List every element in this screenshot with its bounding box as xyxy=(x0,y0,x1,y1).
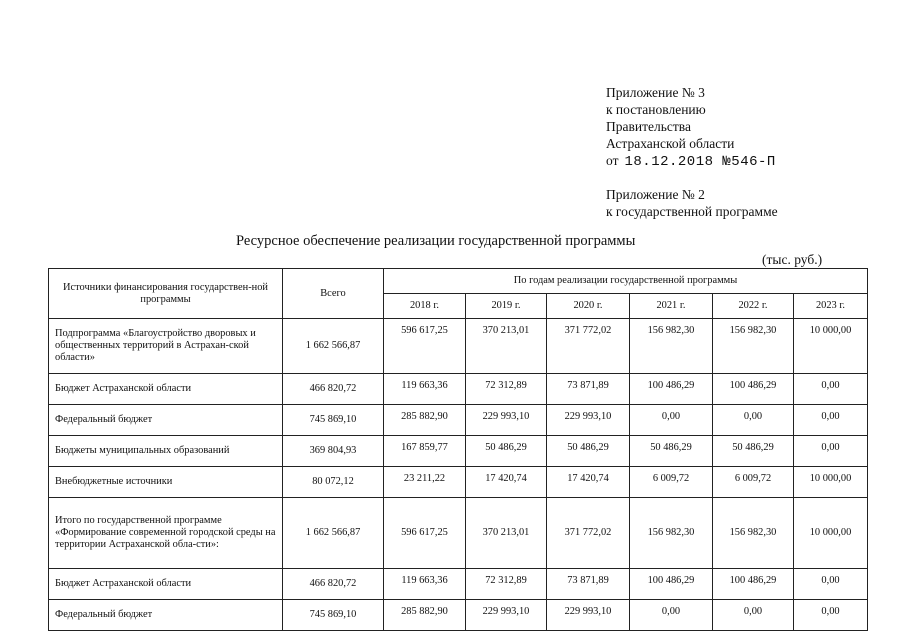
row-value: 0,00 xyxy=(713,405,794,436)
row-value: 371 772,02 xyxy=(547,498,630,569)
row-value: 100 486,29 xyxy=(630,569,713,600)
row-value: 167 859,77 xyxy=(384,436,466,467)
header-total: Всего xyxy=(283,269,384,319)
row-value: 229 993,10 xyxy=(466,600,547,631)
row-source: Федеральный бюджет xyxy=(49,405,283,436)
row-value: 10 000,00 xyxy=(794,319,868,374)
row-value: 0,00 xyxy=(794,405,868,436)
row-value: 73 871,89 xyxy=(547,569,630,600)
row-value: 100 486,29 xyxy=(630,374,713,405)
header-year: 2023 г. xyxy=(794,294,868,319)
row-total: 1 662 566,87 xyxy=(283,498,384,569)
resource-table xyxy=(48,268,868,631)
row-value: 73 871,89 xyxy=(547,374,630,405)
header-year: 2019 г. xyxy=(466,294,547,319)
row-source: Подпрограмма «Благоустройство дворовых и общественных территорий в Астрахан-ской области» xyxy=(49,319,283,374)
row-value: 229 993,10 xyxy=(547,600,630,631)
row-value: 50 486,29 xyxy=(713,436,794,467)
row-value: 50 486,29 xyxy=(630,436,713,467)
row-value: 0,00 xyxy=(794,600,868,631)
appendix-line: к постановлению xyxy=(606,102,706,117)
row-value: 285 882,90 xyxy=(384,600,466,631)
row-value: 17 420,74 xyxy=(466,467,547,498)
table-row xyxy=(49,600,868,631)
table-row xyxy=(49,436,868,467)
header-year: 2021 г. xyxy=(630,294,713,319)
table-row xyxy=(49,498,868,569)
row-total: 745 869,10 xyxy=(283,600,384,631)
row-value: 0,00 xyxy=(794,569,868,600)
row-value: 10 000,00 xyxy=(794,467,868,498)
row-total: 369 804,93 xyxy=(283,436,384,467)
appendix2-line: Приложение № 2 xyxy=(606,187,705,202)
row-value: 119 663,36 xyxy=(384,374,466,405)
row-source: Итого по государственной программе «Формирование современной городской среды на территории Астраханской обла-сти»: xyxy=(49,498,283,569)
header-by-years: По годам реализации государственной программы xyxy=(384,269,868,294)
table-row xyxy=(49,319,868,374)
units-label: (тыс. руб.) xyxy=(762,252,823,267)
row-source: Бюджет Астраханской области xyxy=(49,374,283,405)
row-value: 17 420,74 xyxy=(547,467,630,498)
row-value: 0,00 xyxy=(630,600,713,631)
row-value: 156 982,30 xyxy=(713,319,794,374)
appendix-date-line xyxy=(606,152,896,171)
row-value: 596 617,25 xyxy=(384,498,466,569)
row-source: Бюджет Астраханской области xyxy=(49,569,283,600)
row-value: 72 312,89 xyxy=(466,569,547,600)
appendix-line: Приложение № 3 xyxy=(606,85,705,100)
table-row xyxy=(49,467,868,498)
row-source: Федеральный бюджет xyxy=(49,600,283,631)
row-value: 285 882,90 xyxy=(384,405,466,436)
row-value: 100 486,29 xyxy=(713,569,794,600)
row-value: 0,00 xyxy=(713,600,794,631)
row-total: 466 820,72 xyxy=(283,569,384,600)
row-total: 466 820,72 xyxy=(283,374,384,405)
date-prefix: от xyxy=(606,153,619,168)
row-value: 6 009,72 xyxy=(630,467,713,498)
table-row xyxy=(49,405,868,436)
row-value: 156 982,30 xyxy=(713,498,794,569)
row-value: 23 211,22 xyxy=(384,467,466,498)
header-sources: Источники финансирования государствен-ной программы xyxy=(49,269,283,319)
row-value: 229 993,10 xyxy=(547,405,630,436)
appendix-line: Астраханской области xyxy=(606,136,735,151)
row-value: 100 486,29 xyxy=(713,374,794,405)
header-year: 2020 г. xyxy=(547,294,630,319)
row-value: 370 213,01 xyxy=(466,319,547,374)
row-value: 50 486,29 xyxy=(547,436,630,467)
appendix2-line: к государственной программе xyxy=(606,204,778,219)
header-year: 2022 г. xyxy=(713,294,794,319)
row-value: 0,00 xyxy=(794,436,868,467)
row-value: 156 982,30 xyxy=(630,498,713,569)
row-value: 370 213,01 xyxy=(466,498,547,569)
row-source: Бюджеты муниципальных образований xyxy=(49,436,283,467)
row-value: 156 982,30 xyxy=(630,319,713,374)
row-total: 1 662 566,87 xyxy=(283,319,384,374)
resolution-date: 18.12.2018 №546-П xyxy=(624,154,776,170)
header-year: 2018 г. xyxy=(384,294,466,319)
row-value: 72 312,89 xyxy=(466,374,547,405)
row-value: 6 009,72 xyxy=(713,467,794,498)
header-row xyxy=(49,269,868,294)
row-value: 0,00 xyxy=(630,405,713,436)
row-value: 371 772,02 xyxy=(547,319,630,374)
row-value: 10 000,00 xyxy=(794,498,868,569)
row-value: 119 663,36 xyxy=(384,569,466,600)
row-source: Внебюджетные источники xyxy=(49,467,283,498)
table-row xyxy=(49,374,868,405)
appendix-block xyxy=(606,84,896,220)
appendix-line: Правительства xyxy=(606,119,691,134)
row-value: 229 993,10 xyxy=(466,405,547,436)
row-total: 745 869,10 xyxy=(283,405,384,436)
row-total: 80 072,12 xyxy=(283,467,384,498)
table-row xyxy=(49,569,868,600)
row-value: 50 486,29 xyxy=(466,436,547,467)
row-value: 0,00 xyxy=(794,374,868,405)
row-value: 596 617,25 xyxy=(384,319,466,374)
page-title: Ресурсное обеспечение реализации государственной программы xyxy=(236,233,636,249)
